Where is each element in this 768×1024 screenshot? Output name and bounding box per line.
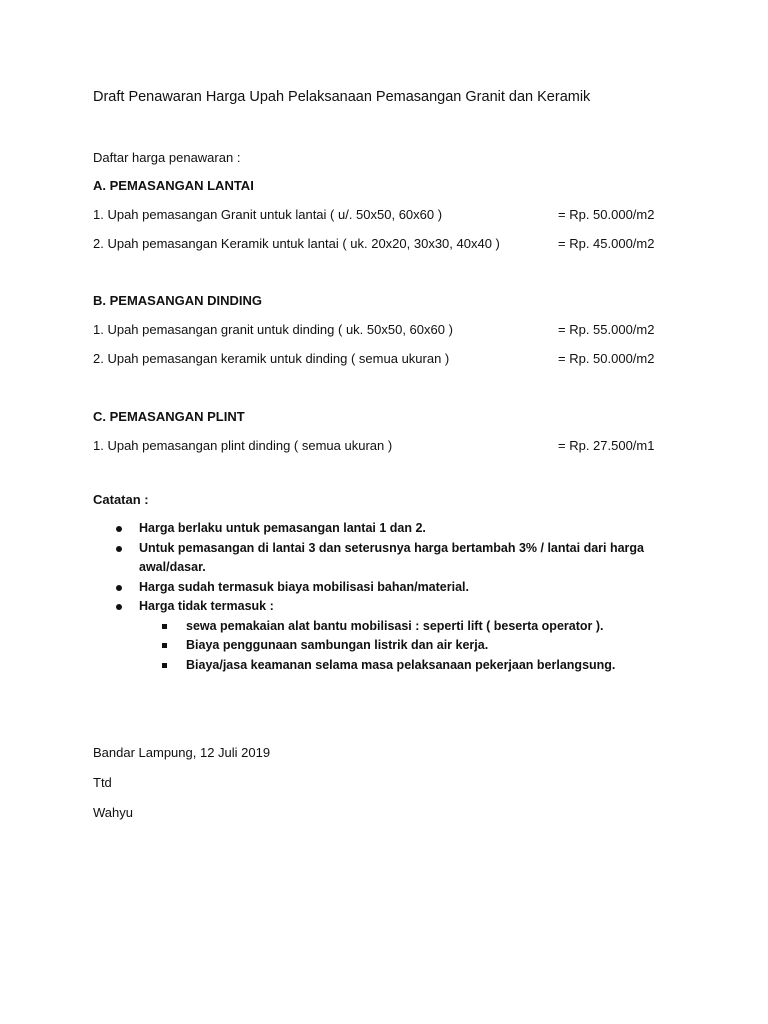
bullet-icon [116,526,122,532]
notes-title: Catatan : [93,492,149,507]
section-b-heading: B. PEMASANGAN DINDING [93,293,263,308]
square-bullet-icon [162,663,167,668]
note-text: Harga sudah termasuk biaya mobilisasi bahan/material. [139,579,469,594]
note-text: Harga tidak termasuk : [139,599,274,613]
section-b-item-1-price: = Rp. 55.000/m2 [558,322,655,337]
note-item [93,539,683,578]
section-a-item-2-label: 2. Upah pemasangan Keramik untuk lantai ( uk. 20x20, 30x30, 40x40 ) [93,236,500,251]
section-b-item-2-price: = Rp. 50.000/m2 [558,351,655,366]
sub-note-item [139,617,683,637]
note-text: Untuk pemasangan di lantai 3 dan seterusnya harga bertambah 3% / lantai dari harga awal/dasar. [139,540,645,574]
note-item [93,578,683,598]
section-a-heading: A. PEMASANGAN LANTAI [93,178,254,193]
notes-list [93,519,683,675]
note-item [93,597,683,675]
section-b-item-1-label: 1. Upah pemasangan granit untuk dinding ( uk. 50x50, 60x60 ) [93,322,453,337]
square-bullet-icon [162,643,167,648]
sub-note-item [139,636,683,656]
intro-text: Daftar harga penawaran : [93,150,241,165]
sub-notes-list [139,617,683,676]
sub-note-text: Biaya/jasa keamanan selama masa pelaksanaan pekerjaan berlangsung. [186,657,616,672]
ttd-label: Ttd [93,775,112,790]
notes-block [93,492,683,675]
document-title: Draft Penawaran Harga Upah Pelaksanaan Pemasangan Granit dan Keramik [93,89,591,105]
section-b-item-2-label: 2. Upah pemasangan keramik untuk dinding ( semua ukuran ) [93,351,450,366]
note-text: Harga berlaku untuk pemasangan lantai 1 dan 2. [139,521,426,535]
sub-note-item [139,656,683,676]
section-c-item-1-label: 1. Upah pemasangan plint dinding ( semua ukuran ) [93,438,393,453]
bullet-icon [116,585,122,591]
sub-note-text: Biaya penggunaan sambungan listrik dan air kerja. [186,638,489,652]
sub-note-text: sewa pemakaian alat bantu mobilisasi : seperti lift ( beserta operator ). [186,618,604,633]
section-a-item-1-label: 1. Upah pemasangan Granit untuk lantai ( u/. 50x50, 60x60 ) [93,207,443,222]
section-a-item-2-price: = Rp. 45.000/m2 [558,236,655,251]
place-date: Bandar Lampung, 12 Juli 2019 [93,745,271,760]
square-bullet-icon [162,624,167,629]
signatory-name: Wahyu [93,805,133,820]
section-a-item-1-price: = Rp. 50.000/m2 [558,207,655,222]
bullet-icon [116,604,122,610]
section-c-item-1-price: = Rp. 27.500/m1 [558,438,655,453]
bullet-icon [116,546,122,552]
note-item [93,519,683,539]
section-c-heading: C. PEMASANGAN PLINT [93,409,245,424]
